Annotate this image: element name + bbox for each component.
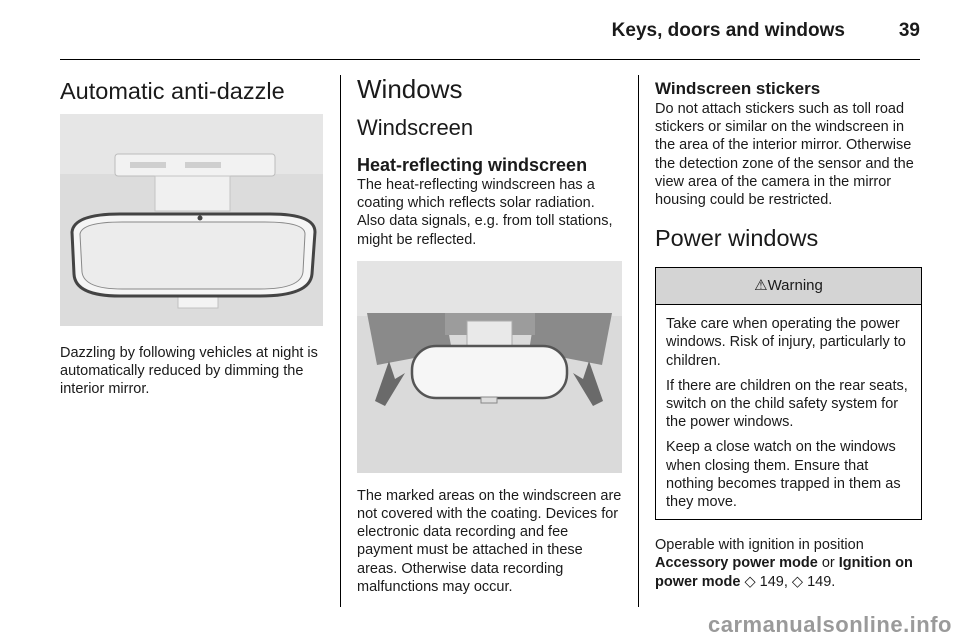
page-header — [0, 0, 960, 60]
heading-power-windows: Power windows — [655, 225, 819, 252]
heading-windscreen-stickers: Windscreen stickers — [655, 79, 821, 98]
header-rule — [60, 59, 920, 60]
mode-ignition-on: Ignition on power mode — [655, 555, 913, 590]
section-title: Keys, doors and windows — [611, 20, 845, 41]
column-divider-2 — [638, 75, 639, 607]
heading-heat-reflecting: Heat-reflecting windscreen — [357, 155, 588, 175]
heading-windscreen: Windscreen — [357, 115, 474, 140]
column-stickers-power — [655, 72, 922, 591]
mirror-illustration — [60, 114, 323, 326]
column-anti-dazzle — [60, 72, 325, 399]
page-ref-arrow-icon: ◇ — [744, 573, 756, 590]
warning-header — [656, 268, 921, 305]
column-windows — [357, 72, 622, 596]
operable-lead: Operable with ignition in position — [655, 537, 864, 554]
warning-body — [656, 305, 921, 519]
page-ref-arrow-icon-2: ◇ — [791, 573, 804, 590]
watermark: carmanualsonline.info — [708, 612, 952, 637]
heading-windows: Windows — [357, 74, 463, 104]
mode-accessory: Accessory power mode — [655, 555, 818, 572]
operable-text — [655, 536, 922, 591]
page-ref-2[interactable]: 149. — [807, 573, 836, 590]
or-word: or — [821, 555, 835, 572]
anti-dazzle-text: Dazzling by following vehicles at night is automatically reduced by dimming the interior mirror. — [60, 345, 318, 398]
rear-view-mirror-figure — [60, 114, 323, 326]
page-number: 39 — [898, 20, 920, 41]
column-divider-1 — [340, 75, 341, 607]
windscreen-illustration — [357, 261, 622, 473]
heat-reflecting-text: The heat-reflecting windscreen has a coating which reflects solar radiation. Also data signals, e.g. from toll stations, might be reflected. — [357, 177, 613, 248]
warning-box — [655, 267, 922, 520]
warning-triangle-icon: ⚠ — [754, 277, 768, 295]
heading-anti-dazzle: Automatic anti-dazzle — [60, 78, 285, 104]
warning-title: Warning — [767, 277, 823, 295]
page-ref-1[interactable]: 149, — [759, 573, 788, 590]
warning-text-3: Keep a close watch on the windows when closing them. Ensure that nothing becomes trapped in them as they move. — [666, 439, 901, 511]
warning-text-1: Take care when operating the power windows. Risk of injury, particularly to children. — [666, 316, 906, 369]
windscreen-marked-areas-figure — [357, 261, 622, 473]
stickers-text: Do not attach stickers such as toll road stickers or similar on the windscreen in the area of the interior mirror. Otherwise the detection zone of the sensor and the view area of the camera in the mirror housing could be restricted. — [655, 101, 914, 209]
marked-areas-text: The marked areas on the windscreen are not covered with the coating. Devices for electronic data recording and fee payment must be attached in these areas. Otherwise data recording malfunctions may occur. — [357, 487, 622, 595]
warning-text-2: If there are children on the rear seats, switch on the child safety system for the power windows. — [666, 377, 908, 431]
